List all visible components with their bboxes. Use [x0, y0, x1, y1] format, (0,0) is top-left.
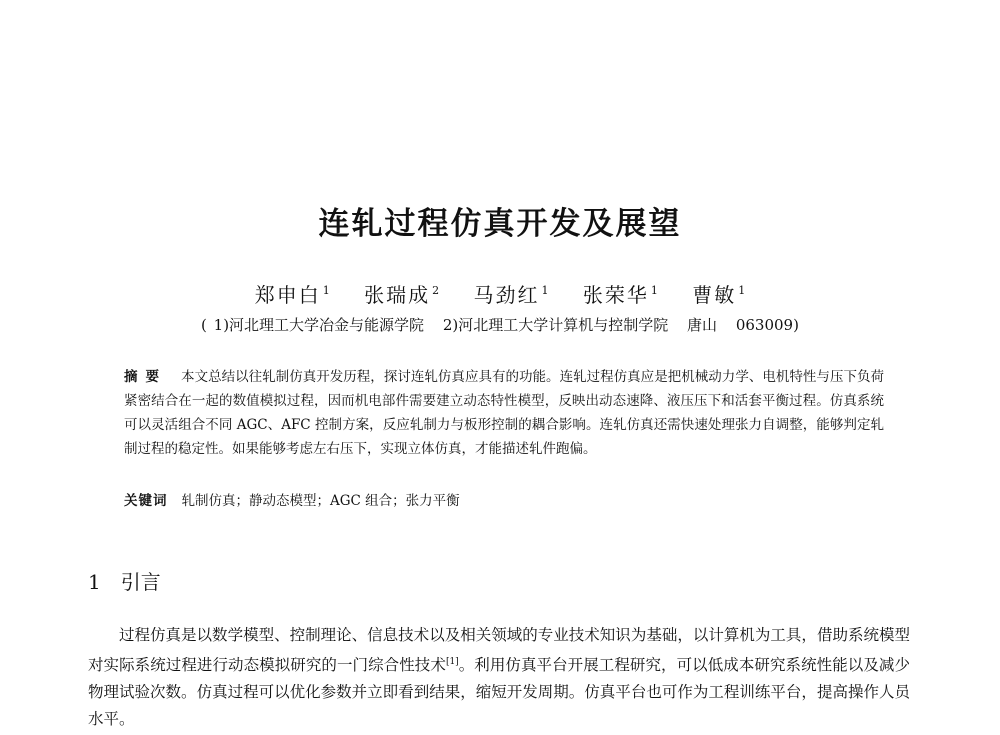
keywords-label: 关键词	[124, 493, 168, 509]
citation-ref: [1]	[445, 657, 459, 667]
affiliation-city: 唐山	[687, 316, 718, 334]
affiliation-mark: 1	[738, 284, 746, 298]
paragraph	[88, 622, 910, 733]
affiliation-mark: 2	[432, 284, 440, 298]
author-name: 郑申白	[254, 283, 321, 307]
body-text	[88, 622, 910, 733]
author	[583, 283, 658, 307]
paragraph-part-1: 过程仿真是以数学模型、控制理论、信息技术以及相关领域的专业技术知识为基础，以计算机为工具，借助系统模型对实际系统过程进行动态模拟研究的一门综合性技术	[88, 626, 910, 675]
author	[474, 283, 549, 307]
author-name: 张瑞成	[364, 283, 431, 307]
abstract-label: 摘要	[124, 369, 168, 385]
paper-title: 连轧过程仿真开发及展望	[318, 206, 682, 242]
author	[364, 283, 439, 307]
affiliation-postcode: 063009)	[735, 316, 799, 334]
keywords-text: 轧制仿真；静动态模型；AGC 组合；张力平衡	[181, 493, 460, 509]
affiliation-mark: 1	[650, 284, 658, 298]
affiliation-mark: 1	[541, 284, 549, 298]
paragraph-part-2: 。利用仿真平台开展工程研究，可以低成本研究系统性能以及减少物理试验次数。仿真过程可以优化参数并立即看到结果，缩短开发周期。仿真平台也可作为工程训练平台，提高操作人员水平。	[88, 656, 910, 729]
section-title: 引言	[120, 570, 161, 594]
affiliation-2: 2)河北理工大学计算机与控制学院	[442, 316, 669, 334]
affiliation-1: ( 1)河北理工大学冶金与能源学院	[201, 316, 425, 334]
author-name: 曹敏	[692, 283, 737, 307]
affiliation-line	[0, 314, 1000, 335]
author	[692, 283, 745, 307]
author-name: 马劲红	[473, 283, 540, 307]
keywords	[124, 489, 884, 513]
author-list	[0, 279, 1000, 308]
abstract-text: 本文总结以往轧制仿真开发历程，探讨连轧仿真应具有的功能。连轧过程仿真应是把机械动力学、电机特性与压下负荷紧密结合在一起的数值模拟过程，因而机电部件需要建立动态特性模型，反映出动态速降、液压压下和活套平衡过程。仿真系统可以灵活组合不同 AGC、AFC 控制方案，反应轧制力与板形控制的耦合影响。连轧仿真还需快速处理张力自调整，能够判定轧制过程的稳定性。如果能够考虑左右压下，实现立体仿真，才能描述轧件跑偏。	[124, 369, 885, 457]
author-name: 张荣华	[582, 283, 649, 307]
abstract	[124, 365, 884, 461]
section-heading	[88, 566, 161, 595]
author	[255, 283, 330, 307]
affiliation-mark: 1	[322, 284, 330, 298]
section-number: 1	[88, 570, 101, 594]
